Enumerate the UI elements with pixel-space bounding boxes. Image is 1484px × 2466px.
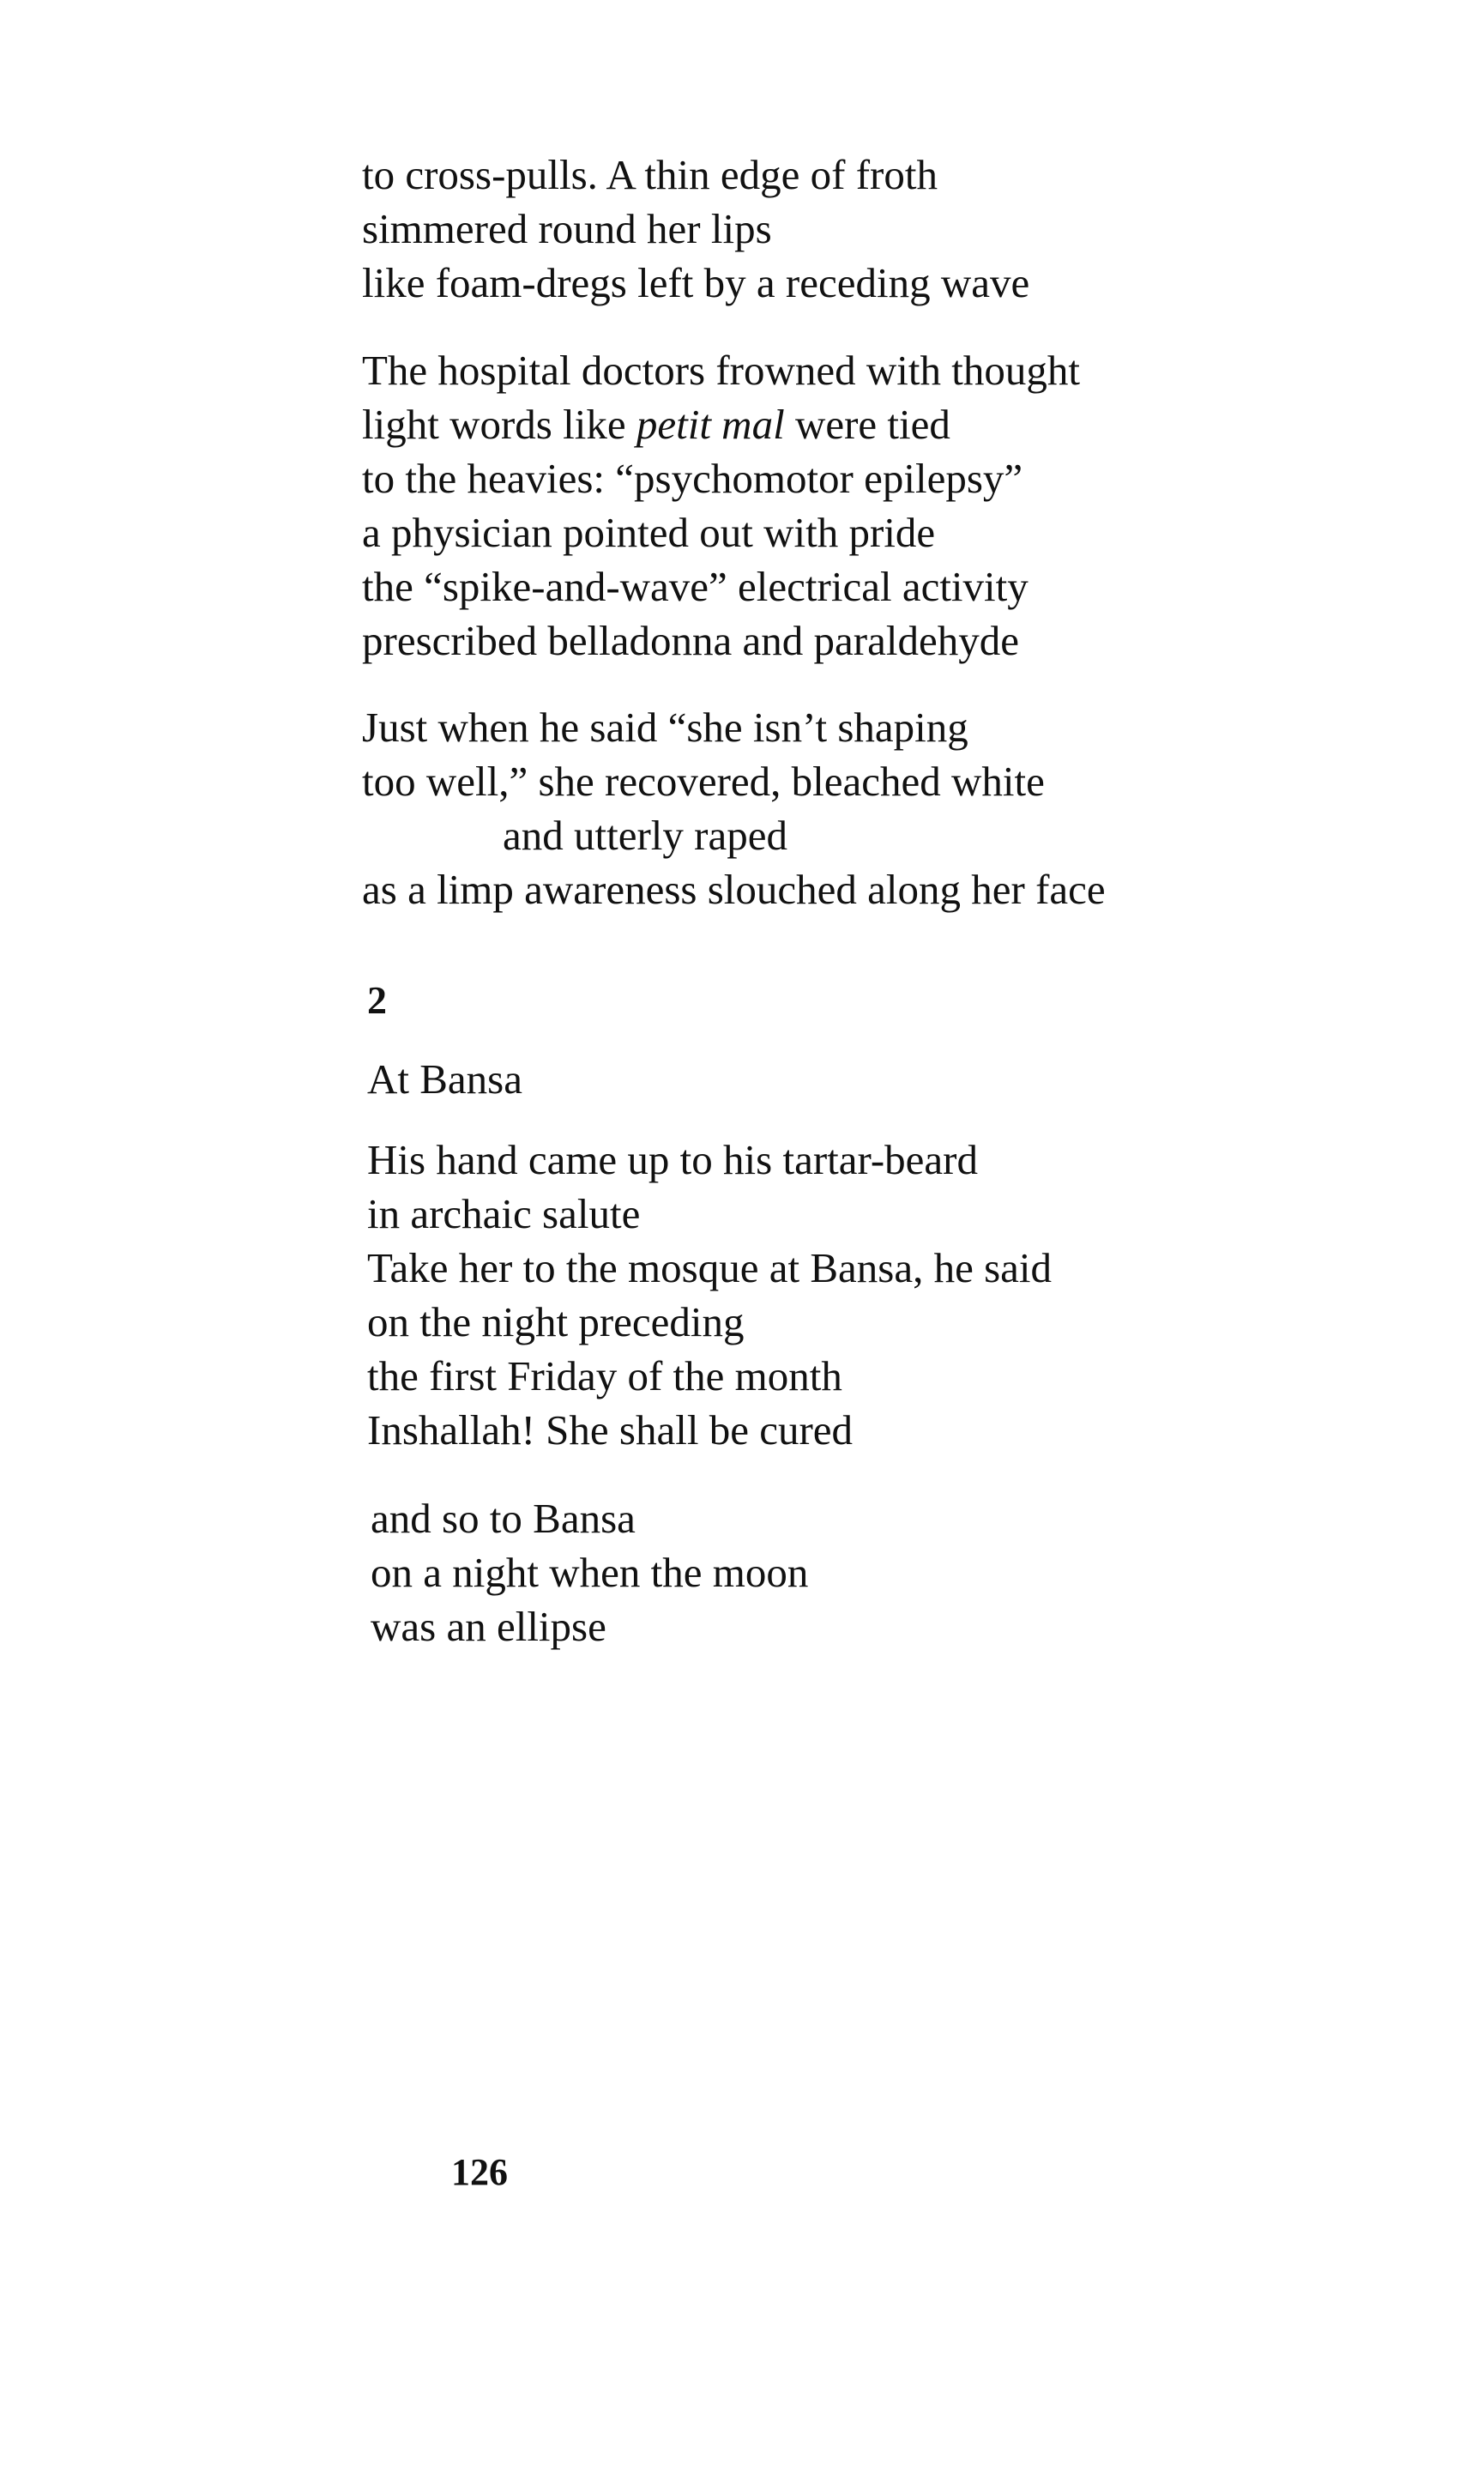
poem-line: as a limp awareness slouched along her face	[362, 866, 1106, 913]
poem-line: Inshallah! She shall be cured	[367, 1406, 854, 1454]
poem-line: prescribed belladonna and paraldehyde	[362, 617, 1019, 664]
page-number: 126	[451, 2151, 508, 2193]
poem-line: to the heavies: “psychomotor epilepsy”	[362, 455, 1023, 502]
poem-line: on the night preceding	[367, 1298, 745, 1345]
poem-line: Just when he said “she isn’t shaping	[362, 704, 968, 751]
stanza-1	[362, 148, 1220, 310]
italic-term: petit mal	[636, 401, 785, 448]
stanza-3	[362, 700, 1220, 916]
poem-line: and so to Bansa	[371, 1495, 636, 1542]
poem-line: the “spike-and-wave” electrical activity	[362, 563, 1029, 610]
poem-line-text: were tied	[784, 401, 950, 448]
poem-line: in archaic salute	[367, 1190, 641, 1237]
poem-line-text: light words like	[362, 401, 636, 448]
poem-line: His hand came up to his tartar-beard	[367, 1136, 978, 1183]
poem-line-indented: and utterly raped	[503, 812, 787, 859]
poem-line: to cross-pulls. A thin edge of froth	[362, 151, 938, 198]
stanza-2	[362, 343, 1220, 668]
poem-line: too well,” she recovered, bleached white	[362, 758, 1045, 805]
section-title: At Bansa	[367, 1055, 522, 1103]
stanza-4	[367, 1133, 1225, 1457]
poem-line: the first Friday of the month	[367, 1352, 842, 1399]
stanza-5	[371, 1491, 1228, 1653]
poem-line: on a night when the moon	[371, 1549, 809, 1596]
poem-line: like foam-dregs left by a receding wave	[362, 259, 1030, 306]
poem-line	[362, 397, 1220, 451]
poem-line: a physician pointed out with pride	[362, 509, 936, 556]
poem-line: simmered round her lips	[362, 205, 772, 252]
poem-line: The hospital doctors frowned with thought	[362, 347, 1080, 394]
poem-line: Take her to the mosque at Bansa, he said	[367, 1244, 1053, 1291]
poem-line: was an ellipse	[371, 1603, 606, 1650]
section-number: 2	[367, 978, 387, 1022]
